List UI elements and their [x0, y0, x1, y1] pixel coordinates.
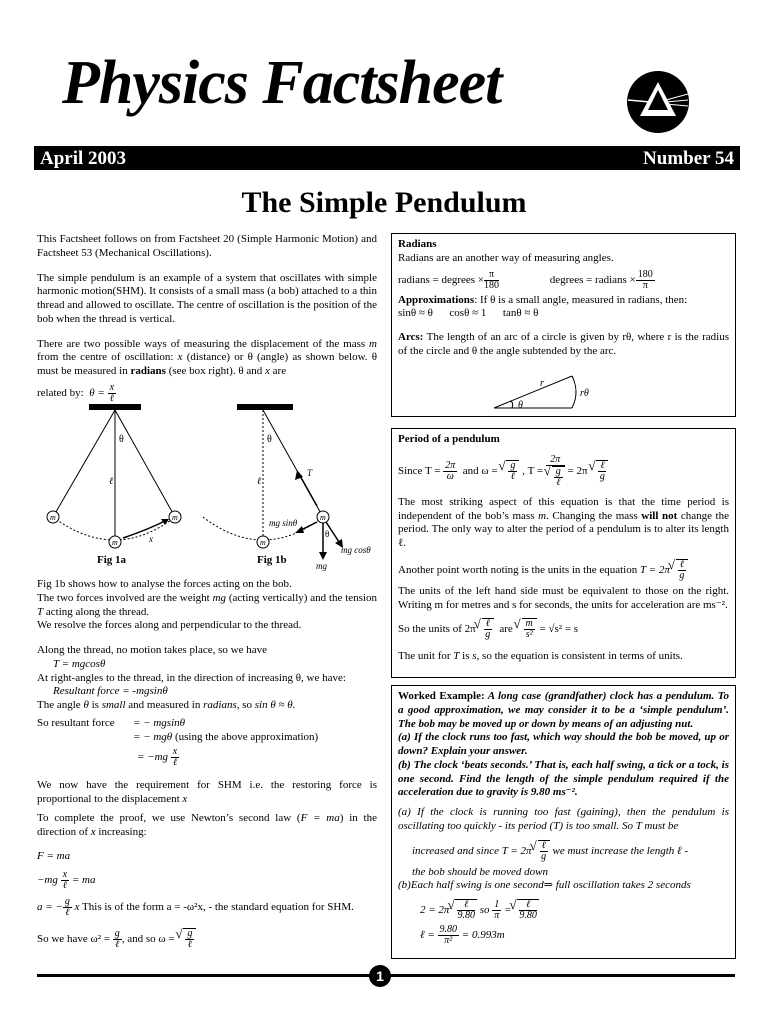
arc-radius-label: r — [540, 378, 544, 389]
fig1a-bob-left-label: m — [50, 513, 56, 522]
left-intro — [37, 233, 377, 404]
fig1a-caption: Fig 1a — [97, 554, 127, 566]
related-by: related by: θ = $\frac{x}{\text{ℓ}}$ — [37, 381, 115, 404]
forces-description: The two forces involved are the weight mg (acting vertically) and the tension T acting along the thread. — [37, 591, 377, 618]
forces-resolve: We resolve the forces along and perpendicular to the thread. — [37, 619, 302, 632]
shm-requirement: We now have the requirement for SHM i.e. the restoring force is proportional to the displacement x — [37, 778, 377, 805]
worked-answer-b2: 2 = 2π √ $\frac{\text{ℓ}}{9.80}$ so $\frac{1}{\pi}$ = √ $\frac{\text{ℓ}}{9.80}$ — [420, 899, 729, 921]
period-units-check: So the units of 2π √ $\frac{\text{ℓ}}{g}$ are √ $\frac{m}{\text{s²}}$ = √s² = s — [398, 618, 729, 640]
intro-paragraph-2: The simple pendulum is an example of a system that oscillates with simple harmonic motion(SHM). It consists of a small mass (a bob) attached to a thin thread and allowed to oscillate. The centre of oscillation is the position of the bob when the thread is vertical. — [37, 271, 377, 325]
fig1b-caption: Fig 1b — [257, 554, 287, 566]
resultant-force-equation: Resultant force = -mgsinθ — [53, 685, 168, 698]
prism-logo-icon — [626, 70, 690, 134]
fig1b-theta-label: θ — [267, 434, 272, 445]
fig1a-bob-center-label: m — [112, 538, 118, 547]
fig1b-bob-label: m — [320, 513, 326, 522]
tension-equation: T = mgcosθ — [53, 657, 106, 670]
issue-date: April 2003 — [40, 148, 127, 169]
worked-example-box — [391, 685, 736, 959]
worked-question-b: (b) The clock ‘beats seconds.’ That is, each half swing, a tick or a tock, is one second. Find the length of the simple pendulum required if the acceleration due to gravity is 9.80 ms⁻². — [398, 758, 729, 799]
worked-answer-b3: ℓ = $\frac{9.80}{\text{π²}}$ = 0.993m — [420, 924, 505, 946]
omega-result: So we have ω² = $\frac{g}{\text{ℓ}}$ , and so ω = √ $\frac{g}{\text{ℓ}}$ — [37, 928, 377, 950]
masthead: Physics Factsheet — [62, 49, 502, 117]
right-angles: At right-angles to the thread, in the direction of increasing θ, we have: — [37, 671, 346, 684]
approximations: Approximations: If θ is a small angle, measured in radians, then: — [398, 293, 688, 306]
page-number: 1 — [369, 965, 391, 987]
radians-conversion: radians = degrees × $\frac{\pi}{180}$ degrees = radians × $\frac{180}{\pi}$ — [398, 268, 653, 291]
period-units-intro: Another point worth noting is the units in the equation T = 2π √ $\frac{\text{ℓ}}{g}$ — [398, 559, 729, 581]
left-derivation — [37, 578, 377, 950]
intro-paragraph-3: There are two possible ways of measuring the displacement of the mass m from the centre of oscillation: x (distance) or θ (angle) as shown below. θ must be measured in radians (see box right). θ and x are — [37, 337, 377, 377]
page-title: The Simple Pendulum — [241, 186, 527, 219]
fig1b-bob-center-label: m — [260, 538, 266, 547]
worked-question: Worked Example: A long case (grandfather) clock has a pendulum. To a good approximation, we may consider it to be a ‘simple pendulum’. The bob may be moved up or down by means of an adjusting nut. — [398, 690, 729, 730]
f-equals-ma: F = ma — [37, 849, 71, 862]
acceleration-equation: a = − $\frac{g}{\text{ℓ}}$ x This is of the form a = -ω²x, - the standard equation for SHM. — [37, 895, 354, 918]
small-angle: The angle θ is small and measured in radians, so sin θ ≈ θ. — [37, 699, 296, 711]
mg-equation: −mg $\frac{x}{\text{ℓ}}$ = ma — [37, 868, 96, 891]
approximation-equations: sinθ ≈ θ cosθ ≈ 1 tanθ ≈ θ — [398, 307, 539, 320]
fig1b-length-label: ℓ — [257, 476, 262, 487]
fig1b-mgsin-label: mg sinθ — [269, 518, 298, 528]
worked-answer-b1: (b)Each half swing is one second⇒ full oscillation takes 2 seconds — [398, 879, 691, 892]
period-derivation: Since T = $\frac{2\pi}{\omega}$ and ω = √ $\frac{g}{\text{ℓ}}$ , T = 2π √ g ℓ = 2π √ $\frac{\text{ℓ}}{g}$ — [398, 455, 729, 488]
period-units-conclusion: The unit for T is s, so the equation is consistent in terms of units. — [398, 650, 683, 663]
radians-box — [391, 233, 736, 417]
newton-law: To complete the proof, we use Newton’s second law (F = ma) in the direction of x increasing: — [37, 812, 377, 838]
arcs-text: Arcs: The length of an arc of a circle is given by rθ, where r is the radius of the circle and θ the angle subtended by the arc. — [398, 331, 729, 357]
fig1b-theta2-label: θ — [325, 529, 330, 539]
pendulum-figures — [37, 398, 382, 576]
fig1b-tension-label: T — [307, 468, 313, 478]
issue-number: Number 54 — [643, 148, 734, 169]
fig1b-mgcos-label: mg cosθ — [341, 545, 371, 555]
arc-length-label: rθ — [580, 388, 589, 399]
fig1a-theta-label: θ — [119, 434, 124, 445]
along-thread: Along the thread, no motion takes place, so we have — [37, 644, 268, 656]
radians-heading: Radians — [398, 238, 437, 250]
worked-answer-a3: the bob should be moved down — [412, 865, 548, 878]
resultant-force-steps: So resultant force = − mgsinθ = − mgθ (using the above approximation) = −mg $\frac{x}{\text{ℓ}}$ — [37, 716, 319, 768]
period-mass-independence: The most striking aspect of this equation is that the time period is independent of the bob’s mass m. Changing the mass will not change the period. The only way to alter the period of a pendulum is to alter its length ℓ. — [398, 495, 729, 549]
forces-intro: Fig 1b shows how to analyse the forces acting on the bob. — [37, 578, 292, 590]
period-heading: Period of a pendulum — [398, 433, 500, 445]
fig1a-x-label: x — [149, 534, 153, 544]
radians-intro: Radians are an another way of measuring angles. — [398, 251, 614, 264]
worked-question-a: (a) If the clock runs too fast, which way should the bob be moved, up or down? Explain your answer. — [398, 731, 729, 757]
worked-answer-a1: (a) If the clock is running too fast (gaining), then the pendulum is oscillating too quickly - its period (T) is too small. So T must be — [398, 806, 729, 832]
period-units-explanation: The units of the left hand side must be equivalent to those on the right. Writing m for metres and s for seconds, the units for acceleration are ms⁻². — [398, 584, 729, 611]
period-box — [391, 428, 736, 678]
intro-paragraph-1: This Factsheet follows on from Factsheet 20 (Simple Harmonic Motion) and Factsheet 53 (Mechanical Oscillations). — [37, 233, 377, 259]
fig1a-length-label: ℓ — [109, 476, 114, 487]
fig1a-bob-right-label: m — [172, 513, 178, 522]
issue-bar — [34, 146, 740, 170]
worked-answer-a2: increased and since T = 2π √ $\frac{\text{ℓ}}{g}$ we must increase the length ℓ - — [412, 840, 729, 862]
arc-diagram — [492, 372, 622, 412]
arc-angle-label: θ — [518, 400, 523, 411]
fig1b-mg-label: mg — [316, 561, 327, 571]
